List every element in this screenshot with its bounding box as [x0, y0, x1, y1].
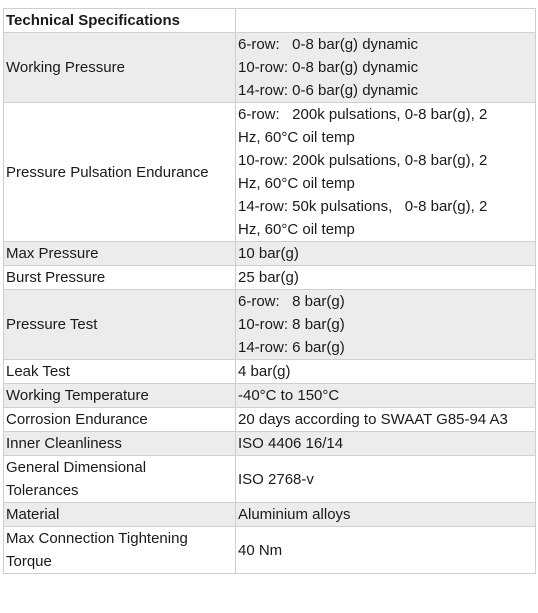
- row-value: [236, 432, 536, 456]
- row-value: [236, 103, 536, 242]
- table-row: [4, 432, 536, 456]
- value-line: 10-row: 8 bar(g): [238, 316, 345, 333]
- row-value: [236, 527, 536, 574]
- table-row: [4, 33, 536, 103]
- value-line: 6-row: 0-8 bar(g) dynamic: [238, 36, 419, 53]
- value-line: 6-row: 200k pulsations, 0-8 bar(g), 2: [238, 106, 488, 123]
- value-line: ISO 2768-v: [238, 470, 314, 488]
- value-line: 40 Nm: [238, 541, 283, 559]
- value-line: 10-row: 200k pulsations, 0-8 bar(g), 2: [238, 152, 488, 169]
- value-line: 10 bar(g): [238, 245, 299, 262]
- row-label: Pressure Pulsation Endurance: [4, 103, 236, 242]
- value-line: Hz, 60°C oil temp: [238, 129, 355, 146]
- table-row: [4, 503, 536, 527]
- row-value: [236, 503, 536, 527]
- row-label: Pressure Test: [4, 290, 236, 360]
- value-line: 10-row: 0-8 bar(g) dynamic: [238, 59, 419, 76]
- row-label: Corrosion Endurance: [4, 408, 236, 432]
- table-row: [4, 384, 536, 408]
- row-value: [236, 242, 536, 266]
- value-line: 6-row: 8 bar(g): [238, 293, 345, 310]
- value-line: Hz, 60°C oil temp: [238, 175, 355, 192]
- table-row: [4, 360, 536, 384]
- row-label: Material: [4, 503, 236, 527]
- specifications-table: [3, 8, 536, 574]
- row-value: [236, 408, 536, 432]
- value-line: 4 bar(g): [238, 363, 291, 380]
- table-row: [4, 266, 536, 290]
- value-line: 14-row: 0-6 bar(g) dynamic: [238, 82, 419, 99]
- row-value: [236, 384, 536, 408]
- row-value: [236, 290, 536, 360]
- row-label: Inner Cleanliness: [4, 432, 236, 456]
- row-label: Max Pressure: [4, 242, 236, 266]
- row-value: [236, 360, 536, 384]
- value-line: 14-row: 50k pulsations, 0-8 bar(g), 2: [238, 198, 488, 215]
- row-label: General Dimensional Tolerances: [4, 456, 236, 503]
- header-title: Technical Specifications: [4, 9, 236, 33]
- table-row: [4, 103, 536, 242]
- row-label: Working Temperature: [4, 384, 236, 408]
- row-label: Working Pressure: [4, 33, 236, 103]
- row-value: [236, 456, 536, 503]
- row-label: Leak Test: [4, 360, 236, 384]
- header-row: [4, 9, 536, 33]
- table-row: [4, 456, 536, 503]
- value-line: Aluminium alloys: [238, 506, 351, 523]
- header-value: [236, 9, 536, 33]
- row-label: Max Connection Tightening Torque: [4, 527, 236, 574]
- value-line: 20 days according to SWAAT G85-94 A3: [238, 411, 508, 428]
- value-line: 14-row: 6 bar(g): [238, 339, 345, 356]
- value-line: -40°C to 150°C: [238, 387, 340, 404]
- table-row: [4, 242, 536, 266]
- value-line: ISO 4406 16/14: [238, 435, 344, 452]
- row-label: Burst Pressure: [4, 266, 236, 290]
- row-value: [236, 33, 536, 103]
- value-line: Hz, 60°C oil temp: [238, 221, 355, 238]
- table-row: [4, 290, 536, 360]
- table-row: [4, 408, 536, 432]
- table-row: [4, 527, 536, 574]
- row-value: [236, 266, 536, 290]
- value-line: 25 bar(g): [238, 269, 299, 286]
